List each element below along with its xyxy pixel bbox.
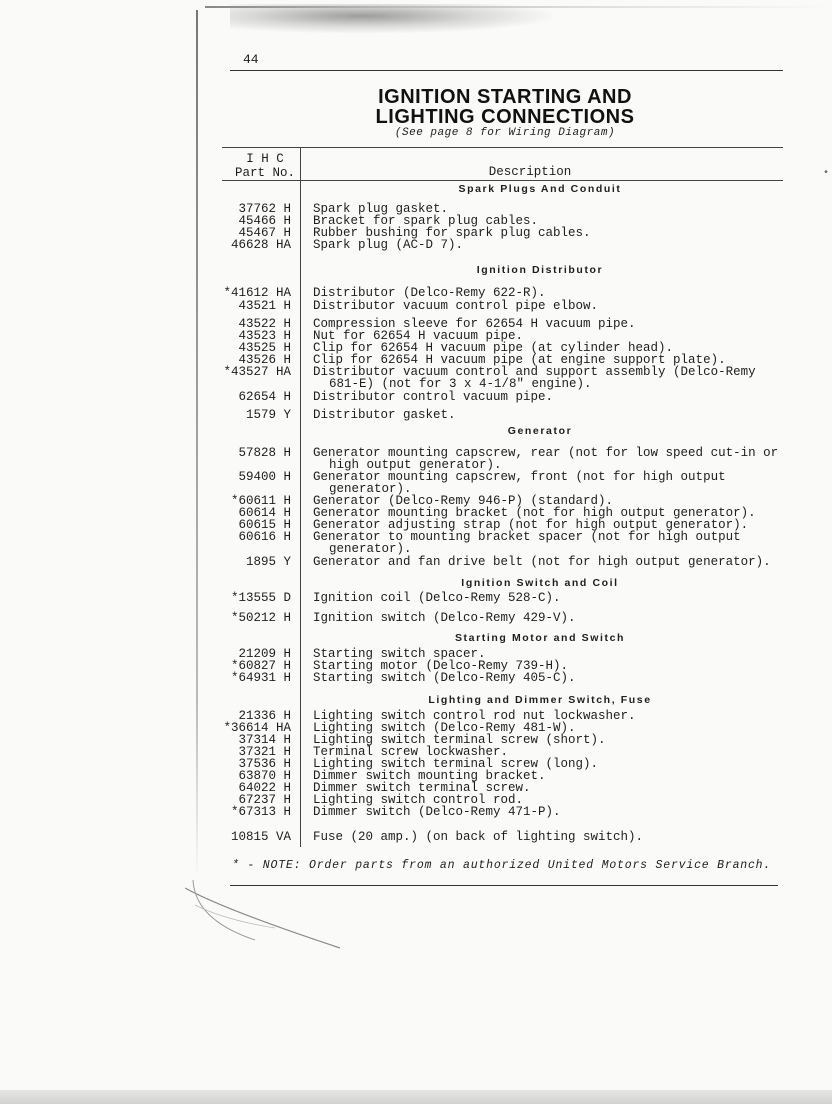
part-description: Lighting switch control rod.	[313, 793, 524, 807]
part-number: 43525 H	[238, 341, 291, 355]
part-number: 43526 H	[238, 353, 291, 367]
part-description: Spark plug (AC-D 7).	[313, 238, 464, 252]
part-number: 46628 HA	[230, 238, 291, 252]
part-number: 43521 H	[238, 299, 291, 313]
part-description: Generator mounting capscrew, front (not for high output	[313, 470, 726, 484]
page-corner-curl	[185, 880, 345, 950]
table-row	[214, 239, 784, 252]
part-number: *60827 H	[230, 659, 291, 673]
part-number-header	[232, 152, 298, 180]
part-description: Ignition switch (Delco-Remy 429-V).	[313, 611, 576, 625]
part-number: 60616 H	[238, 530, 291, 544]
part-number: 67237 H	[238, 793, 291, 807]
part-number: 37314 H	[238, 733, 291, 747]
part-description: Generator and fan drive belt (not for high output generator).	[313, 555, 771, 569]
part-number: *50212 H	[230, 611, 291, 625]
part-description: Dimmer switch terminal screw.	[313, 781, 531, 795]
part-description: Generator (Delco-Remy 946-P) (standard).	[313, 494, 614, 508]
part-description: Lighting switch terminal screw (long).	[313, 757, 599, 771]
page-edge-left	[196, 10, 198, 880]
part-number: *67313 H	[230, 805, 291, 819]
table-row	[214, 672, 784, 685]
part-number: *43527 HA	[223, 365, 291, 379]
page-subtitle: (See page 8 for Wiring Diagram)	[394, 127, 616, 139]
part-description: Distributor (Delco-Remy 622-R).	[313, 286, 546, 300]
part-description: 681-E) (not for 3 x 4-1/8" engine).	[329, 377, 592, 391]
part-number: *60611 H	[230, 494, 291, 508]
part-header-line2: Part No.	[234, 166, 295, 180]
table-row	[214, 391, 784, 404]
section-heading: Starting Motor and Switch	[454, 632, 626, 644]
header-top-rule	[222, 147, 783, 148]
part-description: Distributor vacuum control and support assembly (Delco-Remy	[313, 365, 756, 379]
section-heading: Ignition Switch and Coil	[461, 577, 619, 589]
part-number: 64022 H	[238, 781, 291, 795]
part-description: Terminal screw lockwasher.	[313, 745, 509, 759]
part-number: 60614 H	[238, 506, 291, 520]
part-description: high output generator).	[329, 458, 502, 472]
section-heading: Generator	[507, 425, 573, 437]
table-row	[214, 831, 784, 844]
page-edge-top	[205, 6, 832, 8]
part-number: 21336 H	[238, 709, 291, 723]
section-heading: Spark Plugs And Conduit	[458, 183, 622, 195]
scan-smudge	[230, 4, 560, 34]
part-number: 60615 H	[238, 518, 291, 532]
part-description: Generator mounting capscrew, rear (not for low speed cut-in or	[313, 446, 779, 460]
part-description: Starting switch (Delco-Remy 405-C).	[313, 671, 576, 685]
part-number: *41612 HA	[223, 286, 291, 300]
part-description: Fuse (20 amp.) (on back of lighting switch).	[313, 830, 644, 844]
page-number: 44	[243, 52, 259, 67]
part-description: Rubber bushing for spark plug cables.	[313, 226, 591, 240]
part-number: 57828 H	[238, 446, 291, 460]
part-description: Lighting switch terminal screw (short).	[313, 733, 606, 747]
table-row	[214, 806, 784, 819]
part-description: Generator to mounting bracket spacer (not for high output	[313, 530, 741, 544]
part-description: Dimmer switch mounting bracket.	[313, 769, 546, 783]
footnote: * - NOTE: Order parts from an authorized United Motors Service Branch.	[232, 859, 772, 872]
part-number: 1579 Y	[245, 408, 291, 422]
footnote-rule	[230, 885, 778, 886]
top-rule	[230, 70, 783, 71]
part-number: 21209 H	[238, 647, 291, 661]
part-number: 10815 VA	[230, 830, 291, 844]
table-row	[214, 592, 784, 605]
table-row	[214, 300, 784, 313]
part-number: 1895 Y	[245, 555, 291, 569]
part-number: 37536 H	[238, 757, 291, 771]
table-row	[214, 556, 784, 569]
part-description: Generator adjusting strap (not for high output generator).	[313, 518, 749, 532]
section-heading: Lighting and Dimmer Switch, Fuse	[428, 694, 652, 706]
part-description: generator).	[329, 482, 412, 496]
part-description: Dimmer switch (Delco-Remy 471-P).	[313, 805, 561, 819]
part-description: Starting switch spacer.	[313, 647, 486, 661]
part-description: Lighting switch control rod nut lockwasher.	[313, 709, 636, 723]
part-description: Clip for 62654 H vacuum pipe (at engine support plate).	[313, 353, 726, 367]
scanner-bottom-band	[0, 1090, 832, 1104]
part-number: *64931 H	[230, 671, 291, 685]
part-number: *36614 HA	[223, 721, 291, 735]
table-row	[214, 612, 784, 625]
part-number: 62654 H	[238, 390, 291, 404]
part-number: 43523 H	[238, 329, 291, 343]
part-description: generator).	[329, 542, 412, 556]
part-number: 45467 H	[238, 226, 291, 240]
part-description: Generator mounting bracket (not for high output generator).	[313, 506, 756, 520]
page-title-line2: LIGHTING CONNECTIONS	[375, 106, 635, 128]
part-description: Bracket for spark plug cables.	[313, 214, 539, 228]
table-row	[214, 409, 784, 422]
part-description: Compression sleeve for 62654 H vacuum pipe.	[313, 317, 636, 331]
description-header: Description	[488, 165, 572, 179]
part-description: Nut for 62654 H vacuum pipe.	[313, 329, 524, 343]
part-number: 63870 H	[238, 769, 291, 783]
part-number: *13555 D	[230, 591, 291, 605]
margin-mark: •	[823, 168, 830, 179]
page-title-line1: IGNITION STARTING AND	[378, 86, 632, 108]
part-number: 37321 H	[238, 745, 291, 759]
part-header-line1: I H C	[246, 152, 284, 166]
section-heading: Ignition Distributor	[476, 264, 604, 276]
part-description: Ignition coil (Delco-Remy 528-C).	[313, 591, 561, 605]
part-description: Clip for 62654 H vacuum pipe (at cylinder head).	[313, 341, 674, 355]
part-number: 45466 H	[238, 214, 291, 228]
header-bottom-rule	[222, 180, 783, 181]
part-description: Lighting switch (Delco-Remy 481-W).	[313, 721, 576, 735]
part-number: 59400 H	[238, 470, 291, 484]
part-number: 37762 H	[238, 202, 291, 216]
part-description: Distributor control vacuum pipe.	[313, 390, 554, 404]
part-number: 43522 H	[238, 317, 291, 331]
part-description: Distributor gasket.	[313, 408, 456, 422]
part-description: Spark plug gasket.	[313, 202, 449, 216]
part-description: Distributor vacuum control pipe elbow.	[313, 299, 599, 313]
part-description: Starting motor (Delco-Remy 739-H).	[313, 659, 569, 673]
